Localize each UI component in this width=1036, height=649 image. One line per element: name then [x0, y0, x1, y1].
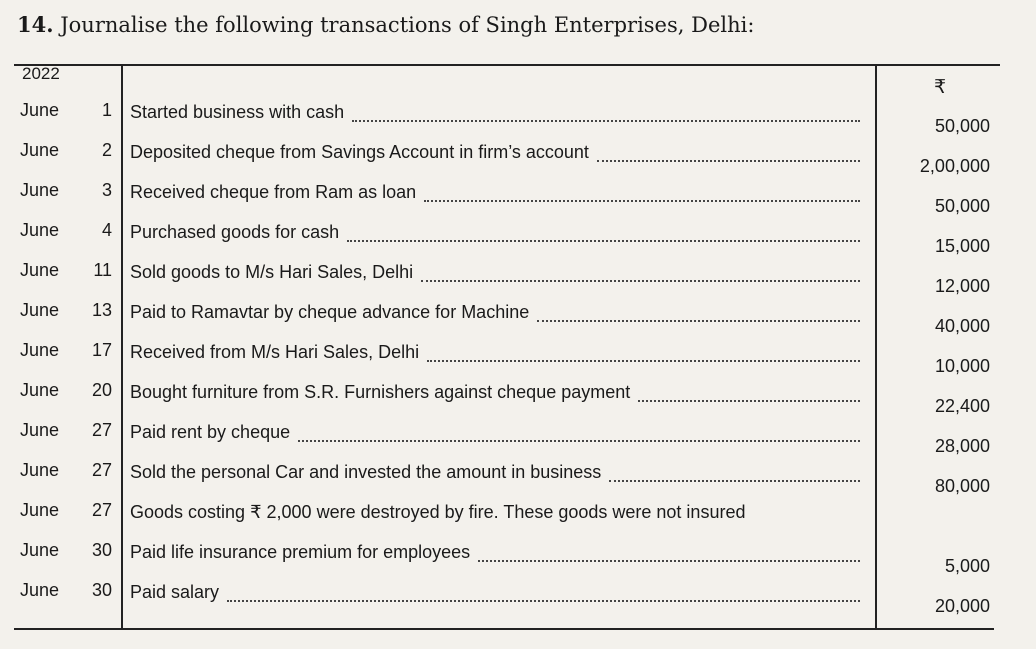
question-number: 14.: [17, 12, 54, 37]
row-description: [130, 422, 860, 443]
row-description-text: Received from M/s Hari Sales, Delhi: [130, 342, 420, 362]
table-bottom-rule: [14, 628, 994, 630]
row-description-text: Sold goods to M/s Hari Sales, Delhi: [130, 262, 414, 282]
row-day: 30: [91, 540, 112, 560]
dotted-leader: [347, 228, 860, 242]
row-month: June: [20, 460, 60, 480]
dotted-leader: [227, 588, 860, 602]
row-month: June: [20, 540, 60, 560]
table-row: [14, 420, 1000, 458]
row-description: [130, 382, 860, 403]
row-amount: 40,000: [934, 316, 990, 336]
row-description-text: Goods costing ₹ 2,000 were destroyed by fire. These goods were not insured: [130, 502, 746, 522]
dotted-leader: [609, 468, 860, 482]
table-row: [14, 300, 1000, 338]
table-row: [14, 140, 1000, 178]
row-amount: 12,000: [934, 276, 990, 296]
row-day: 27: [91, 460, 112, 480]
table-row: [14, 100, 1000, 138]
row-day: 27: [91, 420, 112, 440]
row-day: 27: [91, 500, 112, 520]
row-month: June: [20, 180, 60, 200]
row-amount: 22,400: [934, 396, 990, 416]
transactions-table: [14, 56, 1000, 630]
row-description: [130, 182, 860, 203]
row-day: 20: [91, 380, 112, 400]
row-description: [130, 142, 860, 163]
row-amount: 50,000: [934, 196, 990, 216]
table-row: [14, 340, 1000, 378]
row-amount: 10,000: [934, 356, 990, 376]
row-day: 4: [101, 220, 112, 240]
dotted-leader: [298, 428, 860, 442]
row-description-text: Received cheque from Ram as loan: [130, 182, 417, 202]
table-row: [14, 540, 1000, 578]
dotted-leader: [352, 108, 860, 122]
row-amount: 80,000: [934, 476, 990, 496]
row-description: [130, 222, 860, 243]
row-day: 2: [101, 140, 112, 160]
dotted-leader: [421, 268, 860, 282]
row-description: [130, 302, 860, 323]
table-row: [14, 500, 1000, 538]
dotted-leader: [638, 388, 860, 402]
row-description-text: Paid rent by cheque: [130, 422, 291, 442]
row-amount: 20,000: [934, 596, 990, 616]
row-description-text: Purchased goods for cash: [130, 222, 340, 242]
table-row: [14, 460, 1000, 498]
table-row: [14, 580, 1000, 618]
row-description-text: Started business with cash: [130, 102, 345, 122]
year-label: 2022: [22, 64, 60, 83]
row-description-text: Sold the personal Car and invested the amount in business: [130, 462, 602, 482]
row-month: June: [20, 220, 60, 240]
row-description: [130, 582, 860, 603]
table-row: [14, 380, 1000, 418]
row-description-text: Deposited cheque from Savings Account in firm’s account: [130, 142, 589, 162]
row-month: June: [20, 140, 60, 160]
row-amount: 15,000: [934, 236, 990, 256]
question-text: Journalise the following transactions of Singh Enterprises, Delhi:: [60, 13, 755, 37]
currency-symbol: ₹: [934, 77, 947, 98]
row-month: June: [20, 260, 60, 280]
row-description-text: Paid salary: [130, 582, 220, 602]
row-month: June: [20, 420, 60, 440]
dotted-leader: [424, 188, 860, 202]
row-amount: 2,00,000: [919, 156, 990, 176]
row-day: 17: [91, 340, 112, 360]
row-description: [130, 102, 860, 123]
table-row: [14, 220, 1000, 258]
row-month: June: [20, 580, 60, 600]
row-amount: 5,000: [944, 556, 990, 576]
dotted-leader: [537, 308, 860, 322]
row-day: 3: [101, 180, 112, 200]
row-description-text: Paid to Ramavtar by cheque advance for Machine: [130, 302, 530, 322]
question-title: [17, 12, 754, 37]
row-day: 11: [93, 260, 112, 280]
row-month: June: [20, 500, 60, 520]
row-day: 13: [91, 300, 112, 320]
row-day: 30: [91, 580, 112, 600]
dotted-leader: [597, 148, 860, 162]
dotted-leader: [478, 548, 860, 562]
table-row: [14, 180, 1000, 218]
row-day: 1: [101, 100, 112, 120]
dotted-leader: [427, 348, 860, 362]
row-month: June: [20, 380, 60, 400]
row-description-text: Paid life insurance premium for employees: [130, 542, 471, 562]
row-description: [130, 462, 860, 483]
row-description: [130, 542, 860, 563]
row-amount: 50,000: [934, 116, 990, 136]
table-row: [14, 260, 1000, 298]
row-description-text: Bought furniture from S.R. Furnishers against cheque payment: [130, 382, 631, 402]
table-top-rule: [14, 64, 1000, 66]
row-description: [130, 262, 860, 283]
row-month: June: [20, 100, 60, 120]
row-amount: 28,000: [934, 436, 990, 456]
row-description: [130, 342, 860, 363]
row-month: June: [20, 340, 60, 360]
row-description: [130, 502, 860, 523]
row-month: June: [20, 300, 60, 320]
